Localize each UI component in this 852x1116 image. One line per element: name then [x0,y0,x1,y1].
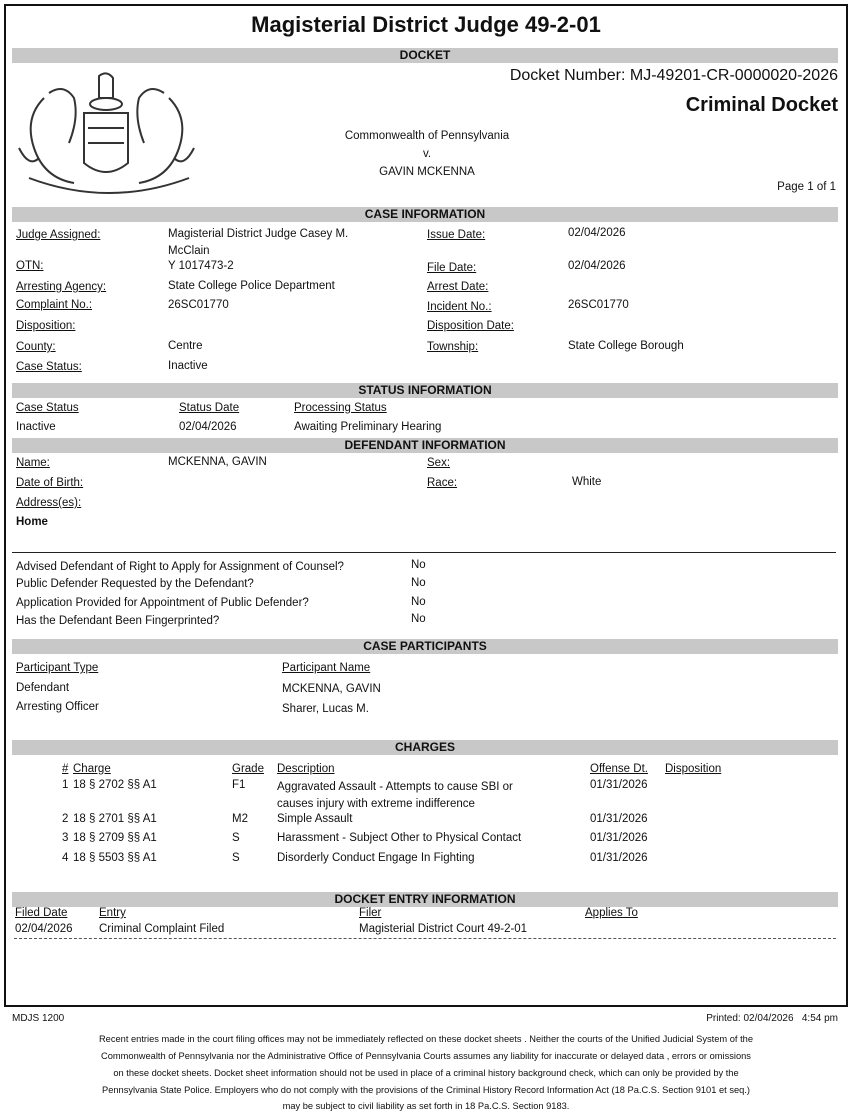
township: State College Borough [568,340,684,352]
status-header-date: Status Date [179,402,240,414]
offense-date: 01/31/2026 [590,832,648,844]
processing-status: Awaiting Preliminary Hearing [294,421,442,433]
issue-date: 02/04/2026 [568,227,626,239]
grade-header: Grade [232,763,264,775]
offense-date: 01/31/2026 [590,779,648,791]
question-text: Application Provided for Appointment of Public Defender? [16,597,309,609]
disclaimer-line: may be subject to civil liability as set forth in 18 Pa.C.S. Section 9183. [282,1101,570,1111]
charge-num: 1 [62,779,69,791]
entry-text: Criminal Complaint Filed [99,923,225,935]
issue-date-label: Issue Date: [427,229,486,241]
status-information-bar: STATUS INFORMATION [12,383,838,398]
charge-grade: S [232,852,240,864]
offense-date: 01/31/2026 [590,813,648,825]
disposition-label: Disposition: [16,320,76,332]
charge-num-header: # [62,763,69,775]
charge-num: 4 [62,852,69,864]
charge-description: Disorderly Conduct Engage In Fighting [277,852,475,864]
disposition-date-label: Disposition Date: [427,320,514,332]
question-text: Has the Defendant Been Fingerprinted? [16,615,220,627]
form-id: MDJS 1200 [12,1013,65,1024]
otn: Y 1017473-2 [168,260,234,272]
pennsylvania-seal-icon [14,68,199,198]
charge-num: 3 [62,832,69,844]
entry-date: 02/04/2026 [15,923,73,935]
sex-label: Sex: [427,457,451,469]
charge-description: Aggravated Assault - Attempts to cause SBI or [277,781,513,793]
race-label: Race: [427,477,458,489]
race: White [572,476,602,488]
disposition-header: Disposition [665,763,722,775]
entry-filer: Magisterial District Court 49-2-01 [359,923,528,935]
question-text: Advised Defendant of Right to Apply for Assignment of Counsel? [16,561,344,573]
page-title: Magisterial District Judge 49-2-01 [251,12,601,37]
charge-grade: F1 [232,779,246,791]
participant-name: Sharer, Lucas M. [282,703,369,715]
disclaimer-line: on these docket sheets. Docket sheet information should not be used in place of a criminal history background check, which can only be provided by the [113,1068,739,1078]
caption-defendant: GAVIN MCKENNA [379,166,475,178]
judge-value-cont: McClain [168,245,210,257]
docket-number: Docket Number: MJ-49201-CR-0000020-2026 [509,67,838,84]
question-answer: No [411,577,426,589]
dob-label: Date of Birth: [16,477,84,489]
county-label: County: [16,341,56,353]
caption-plaintiff: Commonwealth of Pennsylvania [344,130,510,142]
case-status-label: Case Status: [16,361,82,373]
entry-header: Entry [99,907,126,919]
county: Centre [168,340,203,352]
otn-label: OTN: [16,260,44,272]
participant-type: Arresting Officer [16,701,99,713]
case-status: Inactive [168,360,208,372]
entry-separator [14,938,836,939]
participant-type: Defendant [16,682,70,694]
question-text: Public Defender Requested by the Defendant? [16,578,254,590]
file-date-label: File Date: [427,262,477,274]
agency: State College Police Department [168,280,335,292]
participant-type-header: Participant Type [16,662,99,674]
defendant-name: MCKENNA, GAVIN [168,456,267,468]
judge-label: Judge Assigned: [16,229,101,241]
complaint-no: 26SC01770 [168,299,229,311]
complaint-label: Complaint No.: [16,299,93,311]
charge-grade: M2 [232,813,248,825]
caption-v: v. [422,148,432,160]
status-header-processing: Processing Status [294,402,387,414]
name-label: Name: [16,457,50,469]
printed-date: Printed: 02/04/2026 4:54 pm [706,1013,838,1024]
docket-entry-bar: DOCKET ENTRY INFORMATION [12,892,838,907]
docket-bar: DOCKET [12,48,838,63]
case-participants-bar: CASE PARTICIPANTS [12,639,838,654]
page-number: Page 1 of 1 [777,181,836,193]
address-label: Address(es): [16,497,82,509]
charges-bar: CHARGES [12,740,838,755]
township-label: Township: [427,341,479,353]
disclaimer-line: Pennsylvania State Police. Employers who do not comply with the provisions of the Criminal History Record Information Act (18 Pa.C.S. Section 9101 et seq.) [102,1085,750,1095]
status-header-case-status: Case Status [16,402,79,414]
file-date: 02/04/2026 [568,260,626,272]
defendant-information-bar: DEFENDANT INFORMATION [12,438,838,453]
charge-description: Simple Assault [277,813,353,825]
charge-statute: 18 § 2701 §§ A1 [73,813,157,825]
charge-statute: 18 § 2702 §§ A1 [73,779,157,791]
offense-date-header: Offense Dt. [590,763,648,775]
case-information-bar: CASE INFORMATION [12,207,838,222]
charge-statute: 18 § 5503 §§ A1 [73,852,157,864]
agency-label: Arresting Agency: [16,281,107,293]
charge-description-cont: causes injury with extreme indifference [277,798,475,810]
question-answer: No [411,559,426,571]
filed-date-header: Filed Date [15,907,68,919]
participant-name: MCKENNA, GAVIN [282,683,381,695]
filer-header: Filer [359,907,382,919]
divider [12,552,836,553]
address-type: Home [16,516,48,528]
status-date: 02/04/2026 [179,421,237,433]
charge-header: Charge [73,763,111,775]
disclaimer-line: Recent entries made in the court filing offices may not be immediately reflected on these docket sheets . Neither the courts of the Unified Judicial System of the [98,1034,754,1044]
judge-value: Magisterial District Judge Casey M. [168,228,349,240]
charge-grade: S [232,832,240,844]
charge-description: Harassment - Subject Other to Physical Contact [277,832,522,844]
question-answer: No [411,613,426,625]
charge-statute: 18 § 2709 §§ A1 [73,832,157,844]
question-answer: No [411,596,426,608]
status-value: Inactive [16,421,56,433]
applies-to-header: Applies To [585,907,638,919]
description-header: Description [277,763,335,775]
incident-no: 26SC01770 [568,299,629,311]
charge-num: 2 [62,813,69,825]
participant-name-header: Participant Name [282,662,371,674]
docket-type: Criminal Docket [685,94,838,116]
offense-date: 01/31/2026 [590,852,648,864]
arrest-date-label: Arrest Date: [427,281,489,293]
disclaimer-line: Commonwealth of Pennsylvania nor the Administrative Office of Pennsylvania Courts assumes any liability for inaccurate or delayed data , errors or omissions [101,1051,751,1061]
incident-label: Incident No.: [427,301,492,313]
